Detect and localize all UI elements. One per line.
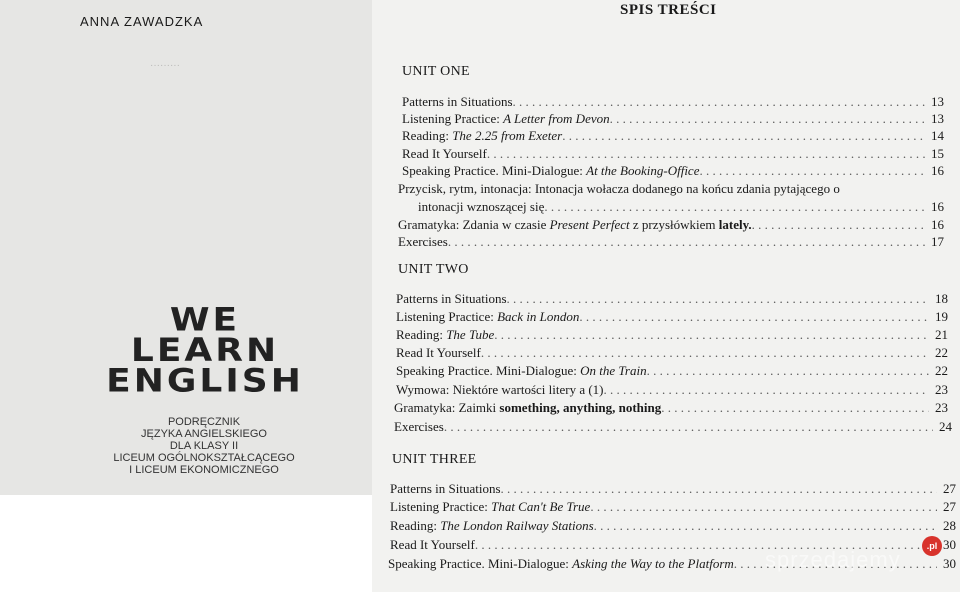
entry-italic: Present Perfect [549,217,630,232]
page-number: 27 [943,499,956,514]
dot-leader [507,291,930,307]
entry-italic: At the Booking-Office [586,163,700,178]
entry-text: Read It Yourself [396,345,481,360]
entry-text: Speaking Practice. Mini-Dialogue: [388,556,573,571]
dot-leader [610,111,925,127]
entry-text: Wymowa: Niektóre wartości litery a (1) [396,382,604,397]
dot-leader [647,363,929,379]
page-number: 24 [939,419,952,434]
toc-entry [398,234,944,250]
toc-entry [418,199,944,215]
toc-entry [390,481,956,497]
toc-entry [396,363,948,379]
toc-entry [394,400,948,416]
toc-entry [396,345,948,361]
book-cover-page [0,0,372,495]
dot-leader [501,481,938,497]
entry-italic: That Can't Be True [491,499,591,514]
entry-text: Patterns in Situations [396,291,507,306]
page-number: 22 [935,345,948,360]
page-number: 18 [935,291,948,306]
entry-italic: Back in London [497,309,580,324]
title-line: LEARN [130,332,280,369]
title-line: WE [169,301,241,339]
entry-bold: something, anything, nothing [499,400,662,415]
toc-entry [402,146,944,162]
background-area [0,495,372,592]
dot-leader [494,327,929,343]
page-number: 27 [943,481,956,496]
entry-text: Przycisk, rytm, intonacja: Intonacja wołacza dodanego na końcu zdania pytającego o [398,181,840,196]
page-number: 21 [935,327,948,342]
entry-text: Listening Practice: [396,309,498,324]
entry-text: Exercises [394,419,444,434]
entry-text: Read It Yourself [390,537,475,552]
toc-entry [402,94,944,110]
entry-text: Gramatyka: Zaimki [394,400,500,415]
unit-three-title: UNIT THREE [392,452,477,467]
page-number: 14 [931,128,944,143]
unit-two-title: UNIT TWO [398,262,469,277]
entry-text: Read It Yourself [402,146,487,161]
author-name: ANNA ZAWADZKA [80,14,204,29]
toc-entry [402,128,944,144]
entry-text: Exercises [398,234,448,249]
dot-leader [444,419,933,435]
page-number: 17 [931,234,944,249]
page-number: 13 [931,111,944,126]
toc-entry [396,309,948,325]
dot-leader [604,382,929,398]
entry-text: Patterns in Situations [402,94,513,109]
watermark-text: sprzedajemy [765,547,901,572]
dot-leader [562,128,925,144]
toc-entry [390,499,956,515]
toc-entry [394,419,952,435]
dot-leader [544,199,925,215]
page-number: 22 [935,363,948,378]
entry-italic: On the Train [580,363,647,378]
subtitle-line: DLA KLASY II [169,440,239,452]
entry-text: Listening Practice: [390,499,492,514]
entry-text: Gramatyka: Zdania w czasie [398,217,550,232]
contents-heading: SPIS TREŚCI [620,2,717,18]
toc-entry [390,518,956,534]
dot-leader [448,234,925,250]
dot-leader [487,146,925,162]
toc-entry [398,217,944,233]
subtitle-line: LICEUM OGÓLNOKSZTAŁCĄCEGO [113,452,295,464]
page-number: 30 [943,556,956,571]
subtitle-line: JĘZYKA ANGIELSKIEGO [141,428,267,440]
toc-entry [396,382,948,398]
entry-text: Reading: [390,518,441,533]
page-number: 30 [943,537,956,552]
page-number: 16 [931,199,944,214]
page-number: 16 [931,217,944,232]
entry-italic: A Letter from Devon [503,111,610,126]
toc-entry [396,291,948,307]
dot-leader [513,94,926,110]
page-number: 23 [935,400,948,415]
page-number: 19 [935,309,948,324]
watermark-badge-icon: .pl [922,536,942,556]
page-number: 13 [931,94,944,109]
entry-text: Speaking Practice. Mini-Dialogue: [396,363,581,378]
toc-entry [402,111,944,127]
entry-text: Reading: [402,128,453,143]
entry-text: Patterns in Situations [390,481,501,496]
dot-leader [579,309,929,325]
page-number: 28 [943,518,956,533]
dot-leader [590,499,937,515]
entry-italic: The Tube [446,327,495,342]
entry-italic: The 2.25 from Exeter [452,128,563,143]
entry-text: z przysłówkiem [629,217,719,232]
subtitle-line: PODRĘCZNIK [167,416,241,428]
page-number: 15 [931,146,944,161]
entry-text: Reading: [396,327,447,342]
toc-entry [402,163,944,179]
book-subtitle [70,416,338,476]
entry-italic: Asking the Way to the Platform [572,556,734,571]
bleed-through-text: ········· [150,60,180,71]
dot-leader [594,518,937,534]
page-number: 16 [931,163,944,178]
entry-bold: lately. [718,217,752,232]
dot-leader [661,400,929,416]
dot-leader [481,345,929,361]
book-title [70,301,340,400]
entry-italic: The London Railway Stations [440,518,594,533]
title-line: ENGLISH [106,362,304,400]
unit-one-title: UNIT ONE [402,64,470,79]
entry-text: Speaking Practice. Mini-Dialogue: [402,163,587,178]
page-number: 23 [935,382,948,397]
toc-entry [396,327,948,343]
entry-text: intonacji wznoszącej się [418,199,545,214]
subtitle-line: I LICEUM EKONOMICZNEGO [129,464,279,476]
dot-leader [699,163,925,179]
entry-text: Listening Practice: [402,111,504,126]
dot-leader [752,217,925,233]
